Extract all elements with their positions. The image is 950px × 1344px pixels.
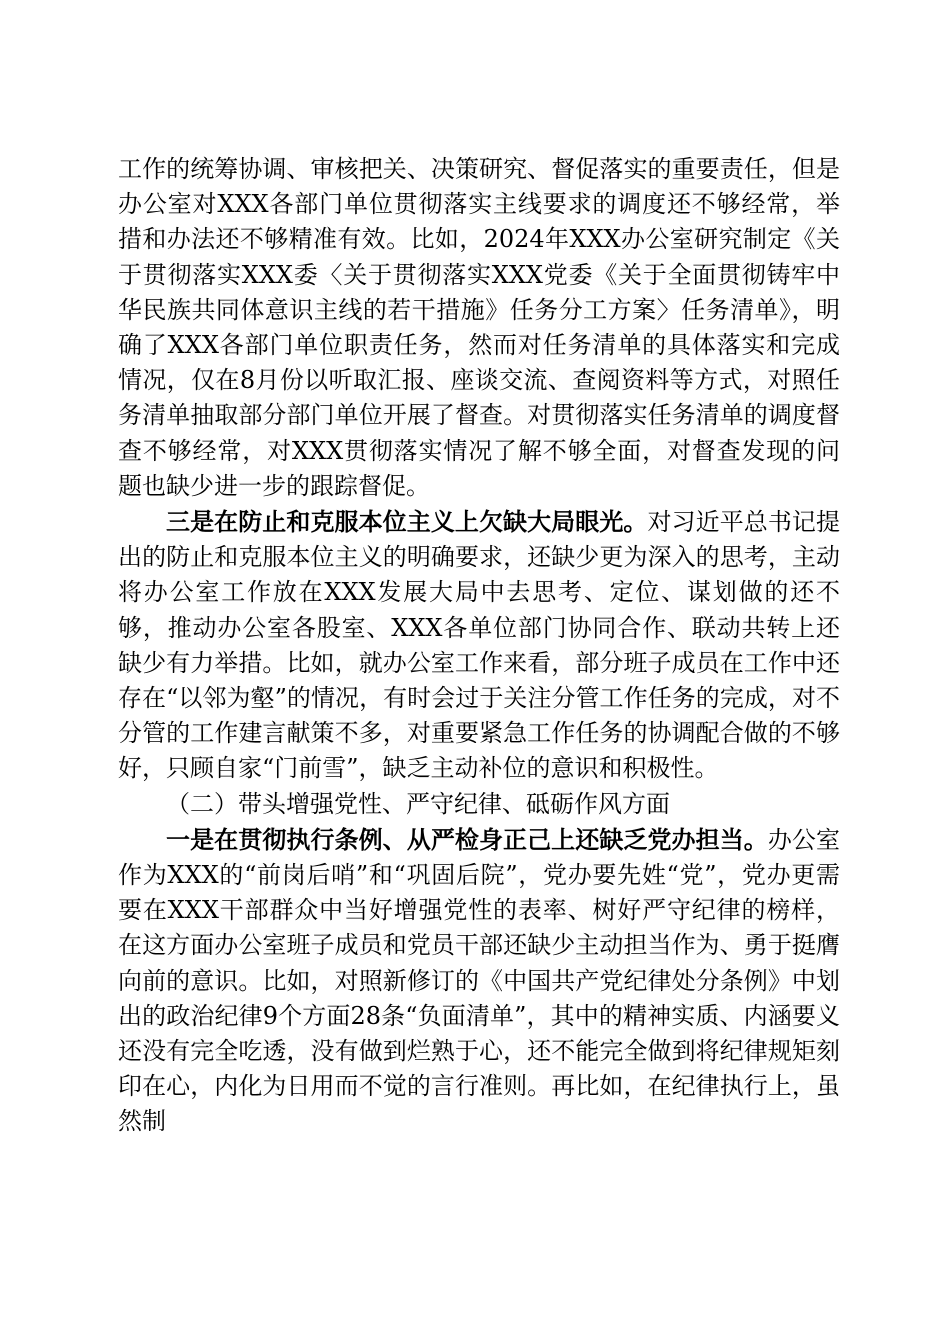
section-heading <box>118 787 840 822</box>
paragraph-continuation <box>118 152 840 504</box>
paragraph-lead: 一是在贯彻执行条例、从严检身正己上还缺乏党办担当。 <box>166 824 768 854</box>
paragraph-text: 办公室作为XXX的“前岗后哨”和“巩固后院”，党办要先姓“党”，党办更需要在XXX干部群众中当好增强党性的表率、树好严守纪律的榜样，在这方面办公室班子成员和党员干部还缺少主动担当作为、勇于挺膺向前的意识。比如，对照新修订的《中国共产党纪律处分条例》中划出的政治纪律9个方面28条“负面清单”，其中的精神实质、内涵要义还没有完全吃透，没有做到烂熟于心，还不能完全做到将纪律规矩刻印在心，内化为日用而不觉的言行准则。再比如，在纪律执行上，虽然制 <box>118 825 841 1136</box>
paragraph-lead: 三是在防止和克服本位主义上欠缺大局眼光。 <box>166 507 648 537</box>
paragraph-text: 对习近平总书记提出的防止和克服本位主义的明确要求，还缺少更为深入的思考，主动将办公室工作放在XXX发展大局中去思考、定位、谋划做的还不够，推动办公室各股室、XXX各单位部门协同合作、联动共转上还缺少有力举措。比如，就办公室工作来看，部分班子成员在工作中还存在“以邻为壑”的情况，有时会过于关注分管工作任务的完成，对不分管的工作建言献策不多，对重要紧急工作任务的协调配合做的不够好，只顾自家“门前雪”，缺乏主动补位的意识和积极性。 <box>118 508 841 783</box>
section-heading-text: （二）带头增强党性、严守纪律、砥砺作风方面 <box>166 789 670 818</box>
paragraph-point-three <box>118 504 840 787</box>
document-body <box>118 152 840 1140</box>
paragraph-text: 工作的统筹协调、审核把关、决策研究、督促落实的重要责任，但是办公室对XXX各部门单位贯彻落实主线要求的调度还不够经常，举措和办法还不够精准有效。比如，2024年XXX办公室研究制定《关于贯彻落实XXX委〈关于贯彻落实XXX党委《关于全面贯彻铸牢中华民族共同体意识主线的若干措施》任务分工方案〉任务清单》，明确了XXX各部门单位职责任务，然而对任务清单的具体落实和完成情况，仅在8月份以听取汇报、座谈交流、查阅资料等方式，对照任务清单抽取部分部门单位开展了督查。对贯彻落实任务清单的调度督查不够经常，对XXX贯彻落实情况了解不够全面，对督查发现的问题也缺少进一步的跟踪督促。 <box>118 155 840 500</box>
paragraph-point-one <box>118 822 840 1140</box>
